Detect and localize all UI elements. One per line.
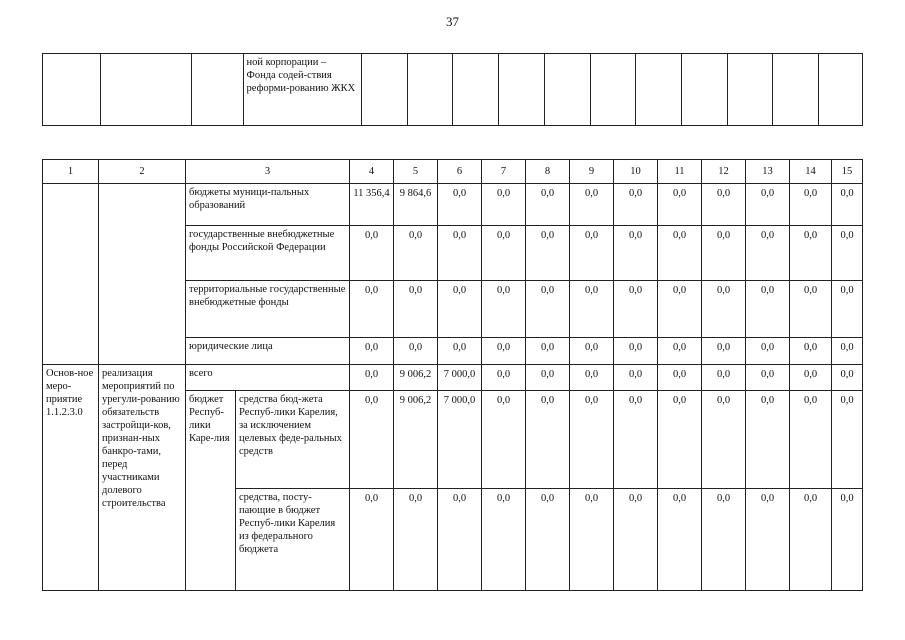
value-text: 0,0: [540, 369, 555, 380]
value-text: 0,0: [760, 493, 775, 504]
value-text: 0,0: [672, 395, 687, 406]
value-text: 0,0: [716, 285, 731, 296]
value-cell: [350, 338, 394, 365]
source-label: бюджеты муници-пальных образований: [189, 187, 310, 211]
value-cell: [658, 391, 702, 489]
table-cell: [773, 54, 819, 126]
value-cell: [526, 184, 570, 226]
value-cell: [790, 184, 832, 226]
value-text: 0,0: [672, 493, 687, 504]
value-cell: [394, 338, 438, 365]
value-cell: [438, 489, 482, 591]
value-cell: [790, 281, 832, 338]
table-cell: [544, 54, 590, 126]
table-cell: [362, 54, 408, 126]
value-cell: [482, 338, 526, 365]
measure-description-cell: [99, 365, 186, 591]
column-header-label: 4: [368, 166, 375, 177]
value-text: 0,0: [716, 493, 731, 504]
value-cell: [570, 226, 614, 281]
main-table-body: [43, 160, 863, 591]
value-cell: [526, 391, 570, 489]
value-text: 0,0: [803, 342, 818, 353]
main-table: [42, 159, 863, 591]
value-cell: [832, 365, 863, 391]
value-cell: [746, 226, 790, 281]
value-text: 0,0: [496, 493, 511, 504]
value-text: 0,0: [584, 188, 599, 199]
value-text: 0,0: [496, 230, 511, 241]
measure-code: Основ-ное меро-приятие 1.1.2.3.0: [46, 368, 94, 418]
value-text: 0,0: [452, 342, 467, 353]
value-cell: [832, 338, 863, 365]
value-text: 0,0: [628, 188, 643, 199]
column-header: [43, 160, 99, 184]
value-cell: [526, 338, 570, 365]
value-cell: [350, 184, 394, 226]
value-cell: [832, 226, 863, 281]
value-text: 0,0: [672, 188, 687, 199]
column-header-label: 13: [762, 166, 773, 177]
value-cell: [570, 338, 614, 365]
value-text: 0,0: [628, 395, 643, 406]
value-text: 0,0: [803, 230, 818, 241]
value-cell: [394, 489, 438, 591]
value-text: 0,0: [628, 369, 643, 380]
value-text: 11 356,4: [353, 188, 390, 199]
value-text: 0,0: [540, 395, 555, 406]
column-header: [350, 160, 394, 184]
column-header: [482, 160, 526, 184]
table-cell: [499, 54, 545, 126]
column-header: [99, 160, 186, 184]
value-text: 0,0: [716, 342, 731, 353]
source-label-cell: [186, 226, 350, 281]
value-cell: [438, 391, 482, 489]
value-text: 0,0: [803, 285, 818, 296]
value-text: 0,0: [672, 285, 687, 296]
value-text: 9 006,2: [399, 369, 432, 380]
value-cell: [746, 184, 790, 226]
column-header: [790, 160, 832, 184]
value-cell: [614, 184, 658, 226]
value-text: 0,0: [840, 395, 854, 406]
column-header-label: 11: [674, 166, 685, 177]
value-text: 0,0: [628, 230, 643, 241]
value-cell: [614, 226, 658, 281]
value-cell: [658, 281, 702, 338]
value-text: 0,0: [840, 369, 854, 380]
column-header-label: 3: [264, 166, 271, 177]
value-text: 0,0: [840, 493, 854, 504]
value-cell: [746, 365, 790, 391]
column-header-label: 8: [544, 166, 551, 177]
empty-cell: [99, 184, 186, 365]
column-header: [394, 160, 438, 184]
funding-source-cell: [236, 489, 350, 591]
value-text: 0,0: [584, 342, 599, 353]
value-text: 0,0: [840, 230, 854, 241]
value-cell: [832, 281, 863, 338]
column-header: [570, 160, 614, 184]
value-text: 0,0: [840, 188, 854, 199]
value-text: 0,0: [496, 188, 511, 199]
value-text: 7 000,0: [443, 369, 476, 380]
table-cell: [453, 54, 499, 126]
value-cell: [570, 365, 614, 391]
value-text: 0,0: [716, 230, 731, 241]
value-text: 0,0: [496, 395, 511, 406]
column-header: [614, 160, 658, 184]
value-cell: [570, 489, 614, 591]
value-text: 0,0: [628, 342, 643, 353]
value-cell: [790, 338, 832, 365]
value-text: 0,0: [584, 493, 599, 504]
value-text: 0,0: [803, 369, 818, 380]
value-cell: [702, 365, 746, 391]
column-header-label: 14: [805, 166, 816, 177]
value-cell: [702, 184, 746, 226]
value-text: 0,0: [452, 188, 467, 199]
table-cell: [101, 54, 191, 126]
value-text: 0,0: [584, 285, 599, 296]
value-text: 0,0: [452, 493, 467, 504]
value-cell: [614, 281, 658, 338]
funding-source-label: средства бюд-жета Респуб-лики Карелия, за исключением целевых феде-ральных средств: [239, 394, 342, 457]
value-text: 0,0: [716, 395, 731, 406]
source-label-cell: [186, 281, 350, 338]
value-text: 0,0: [540, 188, 555, 199]
value-cell: [438, 338, 482, 365]
funding-source-label: средства, посту-пающие в бюджет Респуб-лики Карелия из федерального бюджета: [239, 492, 336, 555]
table-cell: [407, 54, 453, 126]
value-cell: [832, 391, 863, 489]
value-text: 7 000,0: [443, 395, 476, 406]
table-cell: [819, 54, 863, 126]
value-text: 0,0: [840, 342, 854, 353]
value-text: 0,0: [628, 285, 643, 296]
value-cell: [394, 391, 438, 489]
value-text: 0,0: [496, 285, 511, 296]
value-cell: [350, 489, 394, 591]
value-cell: [614, 391, 658, 489]
value-cell: [350, 391, 394, 489]
value-text: 0,0: [672, 369, 687, 380]
value-cell: [570, 184, 614, 226]
value-cell: [614, 365, 658, 391]
value-text: 0,0: [540, 285, 555, 296]
value-cell: [526, 281, 570, 338]
source-label-cell: [186, 338, 350, 365]
column-header: [438, 160, 482, 184]
value-cell: [658, 365, 702, 391]
value-cell: [438, 226, 482, 281]
value-cell: [350, 365, 394, 391]
value-cell: [746, 338, 790, 365]
value-text: 0,0: [760, 230, 775, 241]
measure-code-cell: [43, 365, 99, 591]
value-text: 9 006,2: [399, 395, 432, 406]
table-cell: [727, 54, 773, 126]
value-text: 0,0: [760, 342, 775, 353]
table-cell: [636, 54, 682, 126]
value-text: 0,0: [496, 369, 511, 380]
value-text: 0,0: [803, 493, 818, 504]
value-text: 0,0: [540, 493, 555, 504]
table-row: [43, 160, 863, 184]
value-text: 0,0: [760, 395, 775, 406]
source-label: юридические лица: [189, 341, 273, 352]
value-cell: [526, 365, 570, 391]
value-cell: [482, 226, 526, 281]
value-text: 9 864,6: [399, 188, 432, 199]
value-cell: [438, 365, 482, 391]
column-header: [658, 160, 702, 184]
value-cell: [394, 365, 438, 391]
page-number: 37: [446, 14, 459, 29]
value-cell: [614, 338, 658, 365]
source-label-cell: [186, 184, 350, 226]
value-cell: [702, 226, 746, 281]
value-cell: [350, 281, 394, 338]
source-label: ной корпорации – Фонда содей-ствия реформи-рованию ЖКХ: [246, 57, 356, 94]
value-cell: [790, 365, 832, 391]
value-text: 0,0: [540, 230, 555, 241]
value-text: 0,0: [408, 493, 423, 504]
value-text: 0,0: [364, 395, 379, 406]
column-header-label: 12: [718, 166, 729, 177]
value-text: 0,0: [408, 285, 423, 296]
value-cell: [702, 338, 746, 365]
column-header-label: 10: [630, 166, 641, 177]
value-text: 0,0: [716, 188, 731, 199]
empty-cell: [43, 184, 99, 365]
table-row: [43, 365, 863, 391]
value-text: 0,0: [452, 285, 467, 296]
value-cell: [526, 226, 570, 281]
column-header: [832, 160, 863, 184]
value-cell: [658, 338, 702, 365]
value-cell: [482, 281, 526, 338]
value-cell: [438, 281, 482, 338]
column-header: [526, 160, 570, 184]
value-cell: [482, 489, 526, 591]
value-cell: [394, 184, 438, 226]
value-cell: [832, 184, 863, 226]
value-text: 0,0: [584, 395, 599, 406]
value-cell: [658, 184, 702, 226]
value-cell: [790, 391, 832, 489]
value-cell: [746, 281, 790, 338]
value-text: 0,0: [760, 285, 775, 296]
measure-description: реализация мероприятий по урегули-рованию обязательств застройщи-ков, признан-ных банкро-тами, перед участниками долевого строительства: [102, 368, 180, 509]
column-header: [702, 160, 746, 184]
value-cell: [438, 184, 482, 226]
table-row: [43, 184, 863, 226]
value-cell: [482, 365, 526, 391]
value-text: 0,0: [803, 188, 818, 199]
value-cell: [746, 489, 790, 591]
value-text: 0,0: [803, 395, 818, 406]
column-header: [746, 160, 790, 184]
value-cell: [614, 489, 658, 591]
value-text: 0,0: [760, 369, 775, 380]
value-text: 0,0: [584, 230, 599, 241]
table-row: [43, 54, 863, 126]
funding-source-cell: [236, 391, 350, 489]
top-table: [42, 53, 863, 126]
column-header: [186, 160, 350, 184]
value-text: 0,0: [628, 493, 643, 504]
table-cell: [191, 54, 243, 126]
value-text: 0,0: [408, 342, 423, 353]
source-label-cell: [243, 54, 361, 126]
column-header-label: 5: [412, 166, 419, 177]
value-text: 0,0: [760, 188, 775, 199]
value-cell: [702, 281, 746, 338]
value-cell: [702, 489, 746, 591]
budget-label-cell: [186, 391, 236, 591]
value-text: 0,0: [452, 230, 467, 241]
value-text: 0,0: [672, 230, 687, 241]
value-cell: [658, 489, 702, 591]
value-cell: [746, 391, 790, 489]
column-header-label: 2: [139, 166, 145, 177]
value-text: 0,0: [496, 342, 511, 353]
source-label: государственные внебюджетные фонды Российской Федерации: [189, 229, 335, 253]
value-text: 0,0: [364, 230, 379, 241]
total-label-cell: [186, 365, 350, 391]
value-text: 0,0: [716, 369, 731, 380]
value-text: 0,0: [584, 369, 599, 380]
table-cell: [682, 54, 728, 126]
value-cell: [482, 184, 526, 226]
value-cell: [702, 391, 746, 489]
value-text: 0,0: [408, 230, 423, 241]
source-label: территориальные государственные внебюджетные фонды: [189, 284, 346, 308]
value-cell: [790, 226, 832, 281]
value-cell: [526, 489, 570, 591]
value-text: 0,0: [364, 493, 379, 504]
value-cell: [350, 226, 394, 281]
value-cell: [790, 489, 832, 591]
value-text: 0,0: [364, 342, 379, 353]
total-label: всего: [189, 368, 213, 379]
value-cell: [482, 391, 526, 489]
column-header-label: 15: [841, 166, 853, 177]
value-text: 0,0: [364, 285, 379, 296]
value-cell: [394, 281, 438, 338]
value-text: 0,0: [672, 342, 687, 353]
column-header-label: 7: [500, 166, 507, 177]
value-cell: [832, 489, 863, 591]
value-cell: [394, 226, 438, 281]
table-cell: [590, 54, 636, 126]
value-text: 0,0: [840, 285, 854, 296]
value-text: 0,0: [540, 342, 555, 353]
value-cell: [570, 281, 614, 338]
value-cell: [570, 391, 614, 489]
value-cell: [658, 226, 702, 281]
table-cell: [43, 54, 101, 126]
value-text: 0,0: [364, 369, 379, 380]
column-header-label: 6: [456, 166, 463, 177]
budget-label: бюджет Респуб-лики Каре-лия: [189, 394, 230, 444]
column-header-label: 9: [588, 166, 595, 177]
column-header-label: 1: [67, 166, 74, 177]
